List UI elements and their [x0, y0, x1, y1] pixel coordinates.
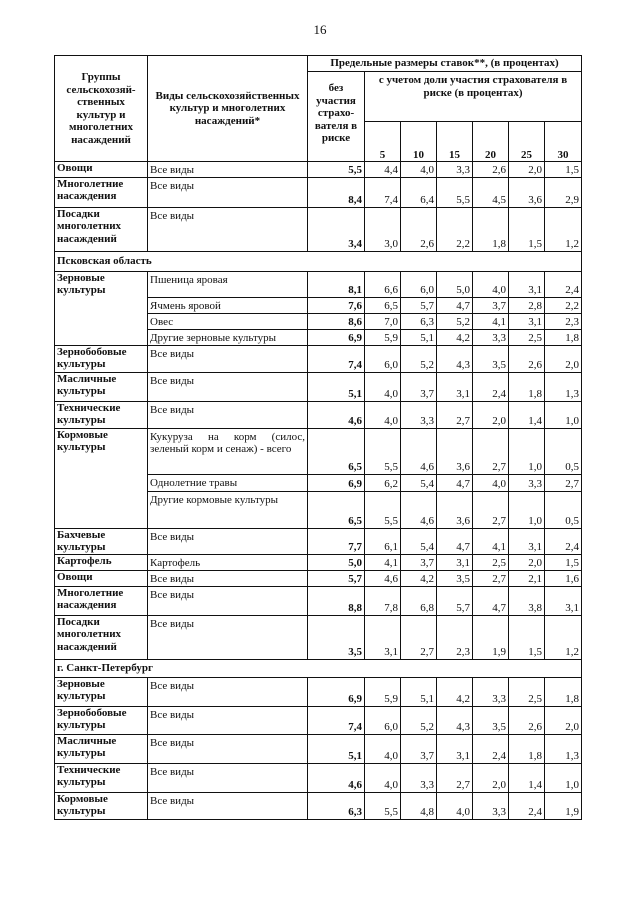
rate-with-share-cell: 2,0 — [545, 706, 582, 734]
rate-with-share-cell: 2,6 — [473, 162, 509, 178]
rate-with-share-cell: 4,0 — [437, 792, 473, 819]
rate-with-share-cell: 1,9 — [473, 615, 509, 659]
rate-without-share-cell: 8,1 — [308, 271, 365, 297]
rate-with-share-cell: 3,1 — [437, 372, 473, 401]
rate-with-share-cell: 3,5 — [437, 570, 473, 586]
rate-with-share-cell: 3,1 — [545, 586, 582, 615]
crop-group-cell: Масличные культуры — [55, 734, 148, 763]
rate-with-share-cell: 3,3 — [509, 474, 545, 491]
rate-with-share-cell: 5,7 — [437, 586, 473, 615]
rate-with-share-cell: 5,4 — [401, 528, 437, 554]
header-group: Группы сельскохозяй-ственных культур и многолетних насаждений — [55, 56, 148, 162]
rate-without-share-cell: 7,4 — [308, 706, 365, 734]
rate-with-share-cell: 3,8 — [509, 586, 545, 615]
rate-with-share-cell: 6,2 — [365, 474, 401, 491]
rate-with-share-cell: 6,0 — [365, 345, 401, 372]
rate-with-share-cell: 4,0 — [473, 271, 509, 297]
crop-kind-cell: Другие кормовые культуры — [148, 491, 308, 528]
crop-group-cell: Многолетние насаждения — [55, 586, 148, 615]
crop-group-cell: Посадки многолетних насаждений — [55, 207, 148, 251]
crop-group-cell: Овощи — [55, 162, 148, 178]
rate-without-share-cell: 8,8 — [308, 586, 365, 615]
crop-kind-cell: Все виды — [148, 734, 308, 763]
region-label: Псковская область — [55, 251, 582, 271]
crop-kind-cell: Ячмень яровой — [148, 297, 308, 313]
table-row — [55, 734, 582, 763]
crop-kind-cell: Кукуруза на корм (силос, зеленый корм и сенаж) - всего — [148, 428, 308, 474]
crop-group-cell: Картофель — [55, 554, 148, 570]
rate-with-share-cell: 2,7 — [545, 474, 582, 491]
crop-group-cell: Масличные культуры — [55, 372, 148, 401]
crop-kind-cell: Все виды — [148, 677, 308, 706]
rate-with-share-cell: 2,0 — [473, 763, 509, 792]
rate-with-share-cell: 2,7 — [473, 491, 509, 528]
rate-with-share-cell: 1,8 — [473, 207, 509, 251]
table-row — [55, 792, 582, 819]
rate-with-share-cell: 3,1 — [437, 734, 473, 763]
rate-with-share-cell: 2,0 — [545, 345, 582, 372]
rate-with-share-cell: 2,7 — [437, 763, 473, 792]
rate-with-share-cell: 6,5 — [365, 297, 401, 313]
rate-with-share-cell: 3,3 — [473, 792, 509, 819]
rate-with-share-cell: 2,5 — [509, 329, 545, 345]
rate-with-share-cell: 1,9 — [545, 792, 582, 819]
crop-kind-cell: Все виды — [148, 570, 308, 586]
rate-with-share-cell: 1,2 — [545, 615, 582, 659]
rate-with-share-cell: 7,4 — [365, 177, 401, 207]
crop-group-cell: Технические культуры — [55, 401, 148, 428]
table-row — [55, 570, 582, 586]
rate-with-share-cell: 0,5 — [545, 491, 582, 528]
rate-with-share-cell: 2,4 — [473, 734, 509, 763]
crop-kind-cell: Другие зерновые культуры — [148, 329, 308, 345]
rate-without-share-cell: 6,5 — [308, 491, 365, 528]
crop-group-cell: Зернобобовые культуры — [55, 345, 148, 372]
header-rates: Предельные размеры ставок**, (в процентах) — [308, 56, 582, 72]
rate-with-share-cell: 3,0 — [365, 207, 401, 251]
rate-with-share-cell: 4,3 — [437, 706, 473, 734]
crop-group-cell: Овощи — [55, 570, 148, 586]
header-share: 15 — [437, 122, 473, 162]
table-row — [55, 207, 582, 251]
rate-with-share-cell: 4,0 — [365, 401, 401, 428]
crop-kind-cell: Все виды — [148, 345, 308, 372]
rate-with-share-cell: 6,4 — [401, 177, 437, 207]
rate-with-share-cell: 3,1 — [509, 313, 545, 329]
rate-with-share-cell: 4,0 — [473, 474, 509, 491]
rate-with-share-cell: 5,9 — [365, 329, 401, 345]
rate-with-share-cell: 5,4 — [401, 474, 437, 491]
table-row — [55, 677, 582, 706]
table-row — [55, 428, 582, 474]
rate-with-share-cell: 4,1 — [473, 528, 509, 554]
table-row — [55, 271, 582, 297]
rate-with-share-cell: 7,8 — [365, 586, 401, 615]
rate-with-share-cell: 3,1 — [509, 271, 545, 297]
crop-kind-cell: Все виды — [148, 372, 308, 401]
rate-with-share-cell: 1,3 — [545, 372, 582, 401]
rate-with-share-cell: 3,6 — [437, 428, 473, 474]
crop-kind-cell: Все виды — [148, 207, 308, 251]
rate-without-share-cell: 8,4 — [308, 177, 365, 207]
rate-with-share-cell: 5,2 — [401, 706, 437, 734]
crop-kind-cell: Все виды — [148, 162, 308, 178]
table-row — [55, 763, 582, 792]
rate-with-share-cell: 3,3 — [473, 329, 509, 345]
rate-with-share-cell: 4,0 — [365, 763, 401, 792]
rate-with-share-cell: 4,6 — [365, 570, 401, 586]
crop-kind-cell: Все виды — [148, 763, 308, 792]
rate-with-share-cell: 5,5 — [365, 491, 401, 528]
crop-group-cell: Кормовые культуры — [55, 428, 148, 528]
crop-group-cell: Технические культуры — [55, 763, 148, 792]
rate-with-share-cell: 5,2 — [437, 313, 473, 329]
crop-kind-cell: Все виды — [148, 401, 308, 428]
rate-with-share-cell: 2,5 — [509, 677, 545, 706]
rate-with-share-cell: 1,3 — [545, 734, 582, 763]
rate-with-share-cell: 3,7 — [401, 372, 437, 401]
header-share: 5 — [365, 122, 401, 162]
rate-without-share-cell: 4,6 — [308, 401, 365, 428]
rate-with-share-cell: 3,5 — [473, 345, 509, 372]
rate-without-share-cell: 5,1 — [308, 372, 365, 401]
rate-with-share-cell: 1,5 — [545, 162, 582, 178]
rate-with-share-cell: 0,5 — [545, 428, 582, 474]
rate-with-share-cell: 3,3 — [401, 401, 437, 428]
table-row — [55, 372, 582, 401]
rate-with-share-cell: 3,6 — [437, 491, 473, 528]
rate-with-share-cell: 4,7 — [437, 528, 473, 554]
rate-without-share-cell: 6,9 — [308, 329, 365, 345]
rate-with-share-cell: 2,7 — [437, 401, 473, 428]
rate-with-share-cell: 4,6 — [401, 428, 437, 474]
crop-kind-cell: Все виды — [148, 615, 308, 659]
header-share: 20 — [473, 122, 509, 162]
rate-without-share-cell: 3,5 — [308, 615, 365, 659]
rate-with-share-cell: 3,3 — [473, 677, 509, 706]
table-row — [55, 401, 582, 428]
rate-with-share-cell: 4,7 — [437, 297, 473, 313]
rates-table — [54, 55, 582, 820]
rate-without-share-cell: 6,3 — [308, 792, 365, 819]
rate-with-share-cell: 6,8 — [401, 586, 437, 615]
rate-with-share-cell: 4,8 — [401, 792, 437, 819]
rate-with-share-cell: 2,4 — [545, 271, 582, 297]
rate-without-share-cell: 5,5 — [308, 162, 365, 178]
crop-kind-cell: Однолетние травы — [148, 474, 308, 491]
rate-with-share-cell: 1,5 — [545, 554, 582, 570]
rate-without-share-cell: 7,4 — [308, 345, 365, 372]
crop-group-cell: Зерновые культуры — [55, 271, 148, 345]
rate-with-share-cell: 2,7 — [473, 428, 509, 474]
rate-with-share-cell: 1,5 — [509, 207, 545, 251]
crop-group-cell: Посадки многолетних насаждений — [55, 615, 148, 659]
table-row — [55, 554, 582, 570]
rate-with-share-cell: 2,0 — [509, 554, 545, 570]
rate-with-share-cell: 5,5 — [365, 792, 401, 819]
rate-without-share-cell: 5,7 — [308, 570, 365, 586]
rate-with-share-cell: 3,3 — [437, 162, 473, 178]
rate-with-share-cell: 2,7 — [473, 570, 509, 586]
table-row — [55, 586, 582, 615]
crop-kind-cell: Картофель — [148, 554, 308, 570]
rate-with-share-cell: 2,6 — [509, 345, 545, 372]
header-share: 10 — [401, 122, 437, 162]
rate-with-share-cell: 2,9 — [545, 177, 582, 207]
rate-with-share-cell: 2,1 — [509, 570, 545, 586]
rate-with-share-cell: 6,0 — [401, 271, 437, 297]
rate-with-share-cell: 3,7 — [473, 297, 509, 313]
rate-with-share-cell: 1,4 — [509, 763, 545, 792]
rate-with-share-cell: 5,1 — [401, 329, 437, 345]
rate-with-share-cell: 4,5 — [473, 177, 509, 207]
rate-with-share-cell: 1,2 — [545, 207, 582, 251]
header-with-share: с учетом доли участия страхователя в риске (в процентах) — [365, 72, 582, 122]
crop-group-cell: Зернобобовые культуры — [55, 706, 148, 734]
header-kind: Виды сельскохозяйственных культур и многолетних насаждений* — [148, 56, 308, 162]
rate-without-share-cell: 6,9 — [308, 677, 365, 706]
table-row — [55, 345, 582, 372]
crop-kind-cell: Овес — [148, 313, 308, 329]
rate-with-share-cell: 5,5 — [437, 177, 473, 207]
rate-with-share-cell: 4,2 — [437, 329, 473, 345]
rate-with-share-cell: 4,2 — [401, 570, 437, 586]
rate-with-share-cell: 1,8 — [509, 372, 545, 401]
header-share: 25 — [509, 122, 545, 162]
rate-with-share-cell: 2,3 — [545, 313, 582, 329]
crop-group-cell: Многолетние насаждения — [55, 177, 148, 207]
rate-without-share-cell: 8,6 — [308, 313, 365, 329]
rate-with-share-cell: 4,1 — [365, 554, 401, 570]
crop-kind-cell: Все виды — [148, 528, 308, 554]
rate-with-share-cell: 2,2 — [545, 297, 582, 313]
table-row — [55, 615, 582, 659]
rate-without-share-cell: 6,5 — [308, 428, 365, 474]
rate-with-share-cell: 1,5 — [509, 615, 545, 659]
rate-with-share-cell: 2,0 — [509, 162, 545, 178]
header-without-share: без участия страхо-вателя в риске — [308, 72, 365, 162]
region-row — [55, 251, 582, 271]
crop-group-cell: Зерновые культуры — [55, 677, 148, 706]
rate-with-share-cell: 5,2 — [401, 345, 437, 372]
page-number: 16 — [313, 22, 327, 37]
rate-with-share-cell: 2,7 — [401, 615, 437, 659]
rate-with-share-cell: 4,7 — [437, 474, 473, 491]
rate-with-share-cell: 4,4 — [365, 162, 401, 178]
rate-with-share-cell: 4,0 — [401, 162, 437, 178]
crop-kind-cell: Все виды — [148, 177, 308, 207]
crop-group-cell: Бахчевые культуры — [55, 528, 148, 554]
rate-with-share-cell: 6,6 — [365, 271, 401, 297]
header-share: 30 — [545, 122, 582, 162]
rate-with-share-cell: 4,1 — [473, 313, 509, 329]
rate-with-share-cell: 2,5 — [473, 554, 509, 570]
rate-with-share-cell: 2,4 — [545, 528, 582, 554]
crop-kind-cell: Пшеница яровая — [148, 271, 308, 297]
rate-with-share-cell: 6,1 — [365, 528, 401, 554]
rate-with-share-cell: 1,0 — [509, 428, 545, 474]
rate-with-share-cell: 5,7 — [401, 297, 437, 313]
rate-with-share-cell: 5,9 — [365, 677, 401, 706]
rate-with-share-cell: 4,7 — [473, 586, 509, 615]
rate-with-share-cell: 1,4 — [509, 401, 545, 428]
rate-with-share-cell: 2,0 — [473, 401, 509, 428]
rate-with-share-cell: 1,0 — [509, 491, 545, 528]
rate-with-share-cell: 2,8 — [509, 297, 545, 313]
rate-without-share-cell: 5,1 — [308, 734, 365, 763]
crop-kind-cell: Все виды — [148, 706, 308, 734]
rate-with-share-cell: 2,2 — [437, 207, 473, 251]
rate-with-share-cell: 4,3 — [437, 345, 473, 372]
rate-with-share-cell: 2,3 — [437, 615, 473, 659]
rate-with-share-cell: 2,4 — [509, 792, 545, 819]
rate-without-share-cell: 4,6 — [308, 763, 365, 792]
table-row — [55, 177, 582, 207]
rate-with-share-cell: 6,3 — [401, 313, 437, 329]
rate-with-share-cell: 5,0 — [437, 271, 473, 297]
crop-kind-cell: Все виды — [148, 586, 308, 615]
rate-with-share-cell: 3,1 — [365, 615, 401, 659]
crop-kind-cell: Все виды — [148, 792, 308, 819]
rate-with-share-cell: 3,7 — [401, 734, 437, 763]
rate-with-share-cell: 4,6 — [401, 491, 437, 528]
rate-with-share-cell: 7,0 — [365, 313, 401, 329]
rate-with-share-cell: 2,6 — [509, 706, 545, 734]
rate-with-share-cell: 1,6 — [545, 570, 582, 586]
table-body — [55, 162, 582, 820]
rate-with-share-cell: 3,3 — [401, 763, 437, 792]
rate-with-share-cell: 2,4 — [473, 372, 509, 401]
rate-with-share-cell: 3,5 — [473, 706, 509, 734]
rate-with-share-cell: 4,2 — [437, 677, 473, 706]
region-label: г. Санкт-Петербург — [55, 659, 582, 677]
table-row — [55, 162, 582, 178]
crop-group-cell: Кормовые культуры — [55, 792, 148, 819]
rate-with-share-cell: 3,7 — [401, 554, 437, 570]
rate-with-share-cell: 2,6 — [401, 207, 437, 251]
table-row — [55, 706, 582, 734]
rate-with-share-cell: 5,5 — [365, 428, 401, 474]
rate-with-share-cell: 1,0 — [545, 401, 582, 428]
region-row — [55, 659, 582, 677]
table-row — [55, 528, 582, 554]
rate-without-share-cell: 5,0 — [308, 554, 365, 570]
rate-with-share-cell: 4,0 — [365, 734, 401, 763]
rate-with-share-cell: 1,8 — [509, 734, 545, 763]
rate-with-share-cell: 1,8 — [545, 329, 582, 345]
rate-with-share-cell: 6,0 — [365, 706, 401, 734]
rate-with-share-cell: 3,1 — [509, 528, 545, 554]
rate-with-share-cell: 1,0 — [545, 763, 582, 792]
rate-with-share-cell: 4,0 — [365, 372, 401, 401]
rate-without-share-cell: 7,6 — [308, 297, 365, 313]
rate-without-share-cell: 7,7 — [308, 528, 365, 554]
rate-with-share-cell: 5,1 — [401, 677, 437, 706]
rate-with-share-cell: 3,6 — [509, 177, 545, 207]
rate-without-share-cell: 6,9 — [308, 474, 365, 491]
rate-with-share-cell: 3,1 — [437, 554, 473, 570]
rate-with-share-cell: 1,8 — [545, 677, 582, 706]
rate-without-share-cell: 3,4 — [308, 207, 365, 251]
